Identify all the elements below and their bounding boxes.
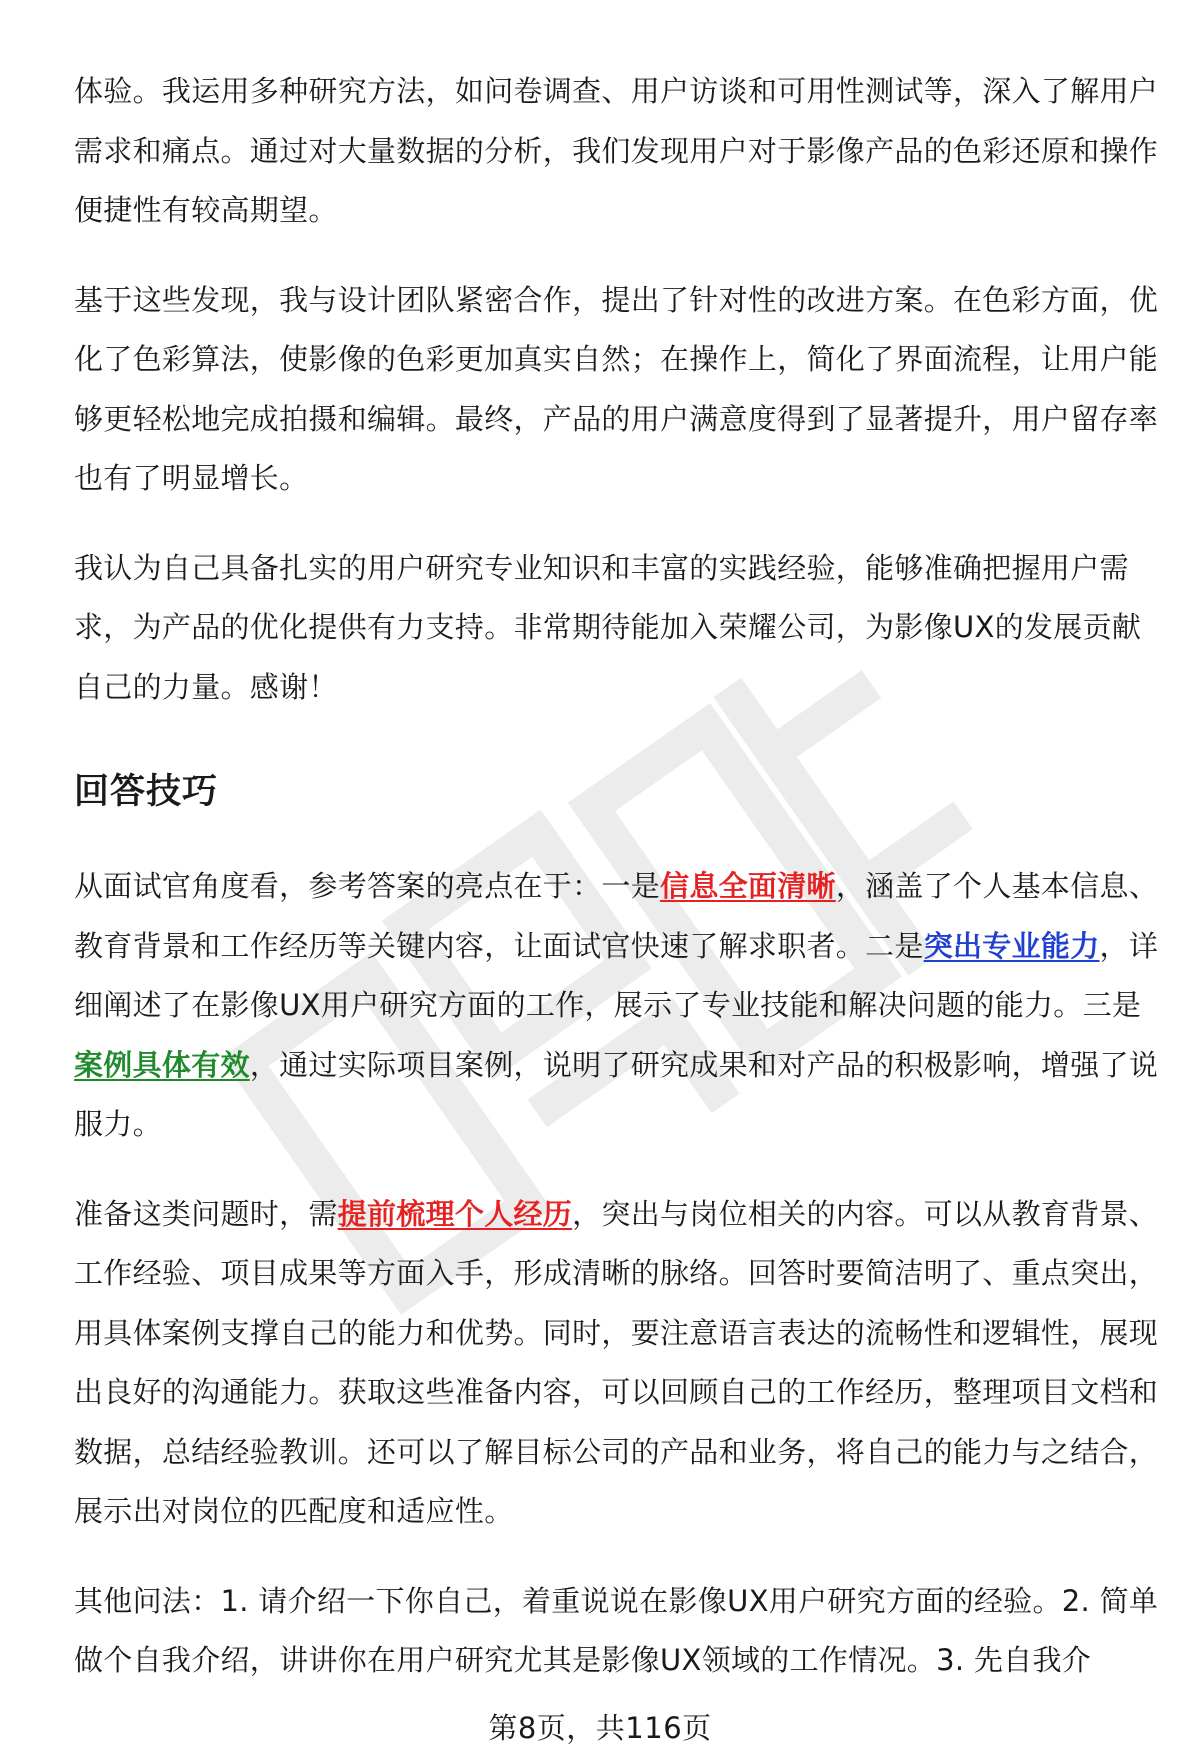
text-segment: ，突出与岗位相关的内容。可以从教育背景、工作经验、项目成果等方面入手，形成清晰的脉络。回答时要简洁明了、重点突出，用具体案例支撑自己的能力和优势。同时，要注意语言表达的流畅性和逻辑性，展现出良好的沟通能力。获取这些准备内容，可以回顾自己的工作经历，整理项目文档和数据，总结经验教训。还可以了解目标公司的产品和业务，将自己的能力与之结合，展示出对岗位的匹配度和适应性。 <box>74 1196 1159 1528</box>
text-segment: ，通过实际项目案例，说明了研究成果和对产品的积极影响，增强了说服力。 <box>74 1047 1159 1141</box>
paragraph-other-questions: 其他问法：1. 请介绍一下你自己，着重说说在影像UX用户研究方面的经验。2. 简单做个自我介绍，讲讲你在用户研究尤其是影像UX领域的工作情况。3. 先自我介 <box>74 1583 1159 1677</box>
paragraph-experience: 体验。我运用多种研究方法，如问卷调查、用户访谈和可用性测试等，深入了解用户需求和痛点。通过对大量数据的分析，我们发现用户对于影像产品的色彩还原和操作便捷性有较高期望。 <box>74 74 1159 227</box>
text-segment: ，涵盖了个人基本信息、教育背景和工作经历等关键内容，让面试官快速了解求职者。二是 <box>74 869 1159 963</box>
paragraph-conclusion: 我认为自己具备扎实的用户研究专业知识和丰富的实践经验，能够准确把握用户需求，为产品的优化提供有力支持。非常期待能加入荣耀公司，为影像UX的发展贡献自己的力量。感谢！ <box>74 550 1142 704</box>
highlight-professional-ability: 突出专业能力 <box>923 928 1100 963</box>
section-heading-answer-tips: 回答技巧 <box>74 772 219 812</box>
page-number-footer: 第8页，共116页 <box>488 1711 712 1745</box>
paragraph-improvements: 基于这些发现，我与设计团队紧密合作，提出了针对性的改进方案。在色彩方面，优化了色彩算法，使影像的色彩更加真实自然；在操作上，简化了界面流程，让用户能够更轻松地完成拍摄和编辑。最终，产品的用户满意度得到了显著提升，用户留存率也有了明显增长。 <box>74 282 1159 495</box>
paragraph-interviewer-view <box>74 857 1164 1155</box>
paragraph-preparation <box>74 1185 1164 1542</box>
text-segment: ，详细阐述了在影像UX用户研究方面的工作，展示了专业技能和解决问题的能力。三是 <box>74 928 1159 1022</box>
highlight-review-experience: 提前梳理个人经历 <box>337 1196 573 1231</box>
document-body <box>74 62 1164 1721</box>
highlight-info-clear: 信息全面清晰 <box>660 869 836 903</box>
text-segment: 准备这类问题时，需 <box>74 1196 338 1231</box>
text-segment: 从面试官角度看，参考答案的亮点在于：一是 <box>74 869 661 903</box>
highlight-effective-cases: 案例具体有效 <box>74 1047 250 1082</box>
